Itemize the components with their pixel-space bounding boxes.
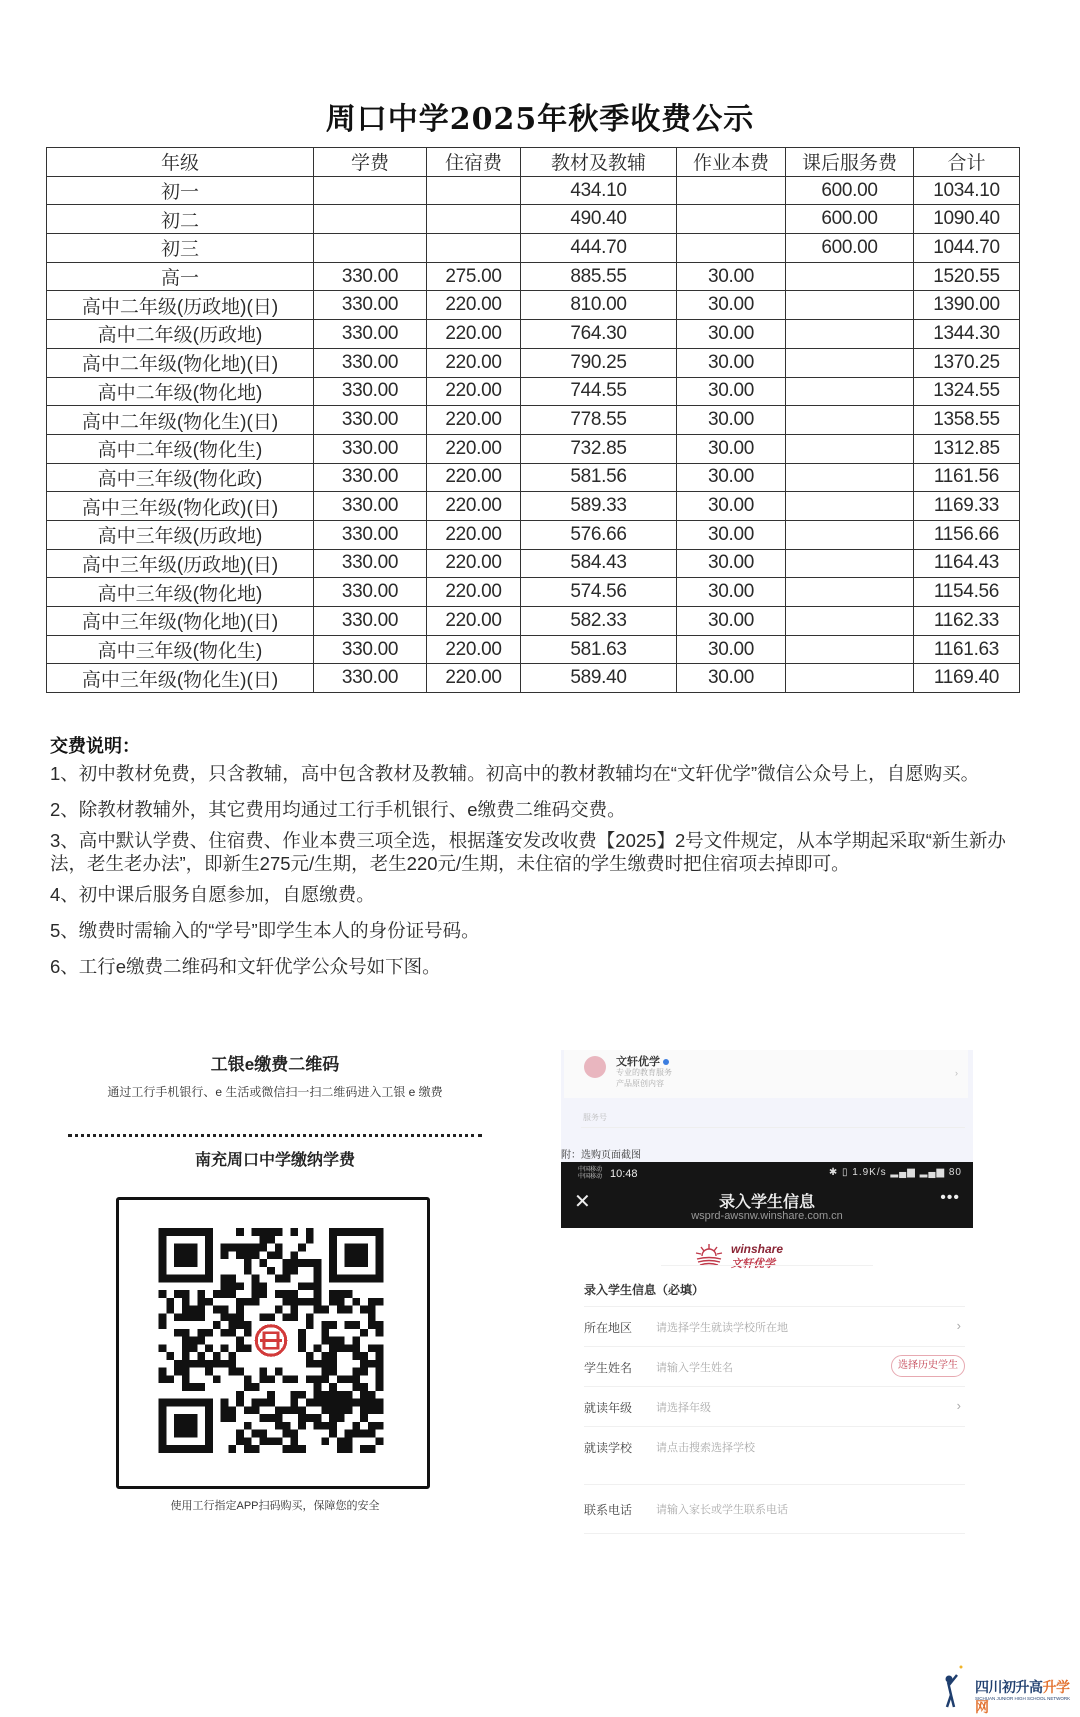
- table-row: [47, 406, 1020, 435]
- cell-grade: 高中二年级(历政地): [47, 320, 314, 349]
- table-row: [47, 377, 1020, 406]
- cell-after-school: [786, 549, 914, 578]
- cell-grade: 高中三年级(物化生): [47, 635, 314, 664]
- status-time: 10:48: [610, 1168, 638, 1180]
- grade-select[interactable]: 请选择年级: [656, 1402, 711, 1414]
- cell-after-school: [786, 291, 914, 320]
- cell-tuition: 330.00: [314, 434, 427, 463]
- cell-dorm: 220.00: [427, 635, 521, 664]
- cell-tuition: 330.00: [314, 348, 427, 377]
- cell-tuition: 330.00: [314, 320, 427, 349]
- cell-textbooks: 732.85: [521, 434, 677, 463]
- cell-workbooks: 30.00: [677, 492, 786, 521]
- note-item: 5、缴费时需输入的“学号”即学生本人的身份证号码。: [50, 920, 480, 941]
- qr-payee: 南充周口中学缴纳学费: [194, 1152, 355, 1169]
- cell-tuition: 330.00: [314, 635, 427, 664]
- cell-workbooks: 30.00: [677, 377, 786, 406]
- table-row: [47, 434, 1020, 463]
- cell-grade: 初三: [47, 234, 314, 263]
- table-row: [47, 176, 1020, 205]
- cell-workbooks: [677, 176, 786, 205]
- cell-dorm: 220.00: [427, 607, 521, 636]
- qr-code[interactable]: [149, 1228, 393, 1453]
- table-row: [47, 635, 1020, 664]
- fee-table-body: [47, 176, 1020, 692]
- cell-total: 1312.85: [914, 434, 1020, 463]
- cell-total: 1390.00: [914, 291, 1020, 320]
- cell-textbooks: 778.55: [521, 406, 677, 435]
- wechat-account-name: 文轩优学: [616, 1056, 660, 1068]
- cell-dorm: 220.00: [427, 549, 521, 578]
- qr-panel: [60, 1050, 490, 1170]
- cell-dorm: 220.00: [427, 377, 521, 406]
- table-row: [47, 262, 1020, 291]
- cell-after-school: [786, 377, 914, 406]
- cell-dorm: 220.00: [427, 520, 521, 549]
- column-header-textbooks: 教材及教辅: [521, 148, 677, 177]
- chevron-right-icon: ›: [956, 1318, 961, 1333]
- note-item: 6、工行e缴费二维码和文轩优学公众号如下图。: [50, 956, 441, 977]
- table-row: [47, 205, 1020, 234]
- cell-total: 1090.40: [914, 205, 1020, 234]
- cell-total: 1162.33: [914, 607, 1020, 636]
- form-row-region[interactable]: [584, 1306, 965, 1347]
- form-row-grade[interactable]: [584, 1386, 965, 1427]
- cell-after-school: [786, 664, 914, 693]
- cell-after-school: [786, 406, 914, 435]
- cell-dorm: 220.00: [427, 406, 521, 435]
- wechat-account-card[interactable]: [564, 1050, 968, 1098]
- wechat-account-desc: 专业的教育服务: [616, 1068, 672, 1077]
- field-label: 学生姓名: [584, 1361, 633, 1375]
- cell-workbooks: 30.00: [677, 320, 786, 349]
- icbc-logo-icon: [253, 1323, 289, 1359]
- cell-grade: 高中三年级(物化政)(日): [47, 492, 314, 521]
- cell-dorm: 220.00: [427, 492, 521, 521]
- school-search-input[interactable]: 请点击搜索选择学校: [656, 1442, 755, 1454]
- watermark-text: 四川初升高升学网: [975, 1679, 1070, 1715]
- more-icon[interactable]: •••: [940, 1189, 960, 1206]
- note-item: 3、高中默认学费、住宿费、作业本费三项全选，根据蓬安发改收费【2025】2号文件规定，从本学期起采取“新生新办法，老生老办法”，即新生275元/生期，老生220元/生期，未住宿的学生缴费时把住宿项去掉即可。: [50, 830, 1006, 874]
- cell-total: 1358.55: [914, 406, 1020, 435]
- cell-total: 1169.33: [914, 492, 1020, 521]
- cell-textbooks: 589.40: [521, 664, 677, 693]
- watermark-subtitle: SICHUAN JUNIOR HIGH SCHOOL NETWORK: [975, 1696, 1071, 1701]
- cell-after-school: [786, 463, 914, 492]
- qr-finder-top-left: [159, 1228, 213, 1282]
- cell-total: 1520.55: [914, 262, 1020, 291]
- form-title: 录入学生信息（必填）: [584, 1283, 705, 1297]
- column-header-total: 合计: [914, 148, 1020, 177]
- field-label: 联系电话: [584, 1503, 633, 1517]
- note-item: 4、初中课后服务自愿参加，自愿缴费。: [50, 884, 375, 905]
- cell-grade: 高中三年级(历政地): [47, 520, 314, 549]
- cell-tuition: 330.00: [314, 578, 427, 607]
- cell-grade: 高中三年级(物化地)(日): [47, 607, 314, 636]
- cell-after-school: [786, 635, 914, 664]
- table-row: [47, 348, 1020, 377]
- field-label: 就读学校: [584, 1441, 633, 1455]
- cell-after-school: [786, 320, 914, 349]
- app-bar-url: wsprd-awsnw.winshare.com.cn: [691, 1210, 843, 1222]
- qr-footer: 使用工行指定APP扫码购买，保障您的安全: [170, 1500, 380, 1512]
- table-row: [47, 607, 1020, 636]
- cell-workbooks: 30.00: [677, 664, 786, 693]
- column-header-workbooks: 作业本费: [677, 148, 786, 177]
- app-bar-title: 录入学生信息: [718, 1194, 815, 1211]
- cell-workbooks: 30.00: [677, 291, 786, 320]
- cell-grade: 高中二年级(物化地)(日): [47, 348, 314, 377]
- carrier-label: 中国移动 中国移动: [578, 1167, 603, 1180]
- table-row: [47, 664, 1020, 693]
- cell-workbooks: 30.00: [677, 406, 786, 435]
- cell-tuition: 330.00: [314, 520, 427, 549]
- payment-notes: [50, 735, 1020, 991]
- cell-dorm: 220.00: [427, 320, 521, 349]
- table-row: [47, 463, 1020, 492]
- cell-textbooks: 444.70: [521, 234, 677, 263]
- cell-workbooks: 30.00: [677, 520, 786, 549]
- cell-grade: 高中二年级(物化地): [47, 377, 314, 406]
- cell-tuition: 330.00: [314, 262, 427, 291]
- cell-dorm: 220.00: [427, 664, 521, 693]
- qr-finder-top-right: [329, 1228, 383, 1282]
- qr-finder-bottom-left: [159, 1399, 213, 1453]
- form-row-phone: [584, 1484, 965, 1534]
- cell-tuition: 330.00: [314, 291, 427, 320]
- table-row: [47, 520, 1020, 549]
- qr-subtitle: 通过工行手机银行、e 生活或微信扫一扫二维码进入工银 e 缴费: [107, 1085, 443, 1099]
- table-row: [47, 234, 1020, 263]
- cell-after-school: 600.00: [786, 234, 914, 263]
- cell-grade: 初一: [47, 176, 314, 205]
- phone-input[interactable]: 请输入家长或学生联系电话: [656, 1504, 788, 1516]
- cell-workbooks: 30.00: [677, 348, 786, 377]
- cell-textbooks: 576.66: [521, 520, 677, 549]
- field-label: 就读年级: [584, 1401, 633, 1415]
- chevron-right-icon: ›: [955, 1068, 958, 1078]
- cell-workbooks: 30.00: [677, 607, 786, 636]
- cell-total: 1154.56: [914, 578, 1020, 607]
- cell-after-school: 600.00: [786, 176, 914, 205]
- verified-icon: [663, 1059, 669, 1065]
- cell-tuition: 330.00: [314, 406, 427, 435]
- status-icons: ✱ ▯ 1.9K/s ▂▄▆ ▂▄▆ 80: [828, 1167, 962, 1178]
- cell-dorm: 275.00: [427, 262, 521, 291]
- page-title: 周口中学2025年秋季收费公示: [325, 102, 755, 137]
- cell-grade: 高中二年级(物化生)(日): [47, 406, 314, 435]
- chevron-right-icon: ›: [956, 1398, 961, 1413]
- cell-workbooks: [677, 205, 786, 234]
- cell-workbooks: 30.00: [677, 463, 786, 492]
- cell-total: 1164.43: [914, 549, 1020, 578]
- column-header-tuition: 学费: [314, 148, 427, 177]
- wechat-account-type: 服务号: [583, 1113, 607, 1122]
- app-bar: [561, 1162, 973, 1228]
- cell-total: 1161.56: [914, 463, 1020, 492]
- cell-textbooks: 790.25: [521, 348, 677, 377]
- table-row: [47, 492, 1020, 521]
- cell-tuition: [314, 234, 427, 263]
- cell-workbooks: 30.00: [677, 434, 786, 463]
- cell-workbooks: 30.00: [677, 578, 786, 607]
- cell-total: 1034.10: [914, 176, 1020, 205]
- cell-total: 1044.70: [914, 234, 1020, 263]
- region-input[interactable]: 请选择学生就读学校所在地: [656, 1322, 788, 1334]
- cell-after-school: 600.00: [786, 205, 914, 234]
- moon-child-logo-icon: [927, 1657, 975, 1713]
- table-header-row: [47, 148, 1020, 177]
- cell-workbooks: [677, 234, 786, 263]
- cell-total: 1344.30: [914, 320, 1020, 349]
- table-row: [47, 578, 1020, 607]
- cell-grade: 高中三年级(物化政): [47, 463, 314, 492]
- qr-title: 工银e缴费二维码: [210, 1055, 340, 1074]
- cell-grade: 初二: [47, 205, 314, 234]
- cell-dorm: 220.00: [427, 463, 521, 492]
- cell-tuition: [314, 176, 427, 205]
- cell-grade: 高中三年级(历政地)(日): [47, 549, 314, 578]
- cell-tuition: 330.00: [314, 463, 427, 492]
- column-header-grade: 年级: [47, 148, 314, 177]
- cell-grade: 高中三年级(物化地): [47, 578, 314, 607]
- cell-dorm: [427, 234, 521, 263]
- table-row: [47, 291, 1020, 320]
- cell-textbooks: 584.43: [521, 549, 677, 578]
- cell-workbooks: 30.00: [677, 549, 786, 578]
- cell-textbooks: 434.10: [521, 176, 677, 205]
- cell-tuition: 330.00: [314, 664, 427, 693]
- brand-cn: 文轩优学: [731, 1258, 775, 1270]
- cell-grade: 高一: [47, 262, 314, 291]
- column-header-dorm: 住宿费: [427, 148, 521, 177]
- close-icon[interactable]: ✕: [574, 1191, 591, 1213]
- cell-total: 1156.66: [914, 520, 1020, 549]
- cell-textbooks: 744.55: [521, 377, 677, 406]
- cell-grade: 高中二年级(历政地)(日): [47, 291, 314, 320]
- note-item: 1、初中教材免费，只含教辅，高中包含教材及教辅。初高中的教材教辅均在“文轩优学”微信公众号上，自愿购买。: [50, 763, 980, 784]
- cell-textbooks: 810.00: [521, 291, 677, 320]
- cell-textbooks: 574.56: [521, 578, 677, 607]
- cell-textbooks: 885.55: [521, 262, 677, 291]
- cell-after-school: [786, 520, 914, 549]
- cell-grade: 高中三年级(物化生)(日): [47, 664, 314, 693]
- form-row-school[interactable]: [584, 1426, 965, 1485]
- student-name-input[interactable]: 请输入学生姓名: [656, 1362, 733, 1374]
- notes-heading: 交费说明：: [50, 736, 140, 756]
- site-watermark: [925, 1655, 1080, 1716]
- cell-dorm: 220.00: [427, 434, 521, 463]
- cell-dorm: 220.00: [427, 291, 521, 320]
- cell-grade: 高中二年级(物化生): [47, 434, 314, 463]
- cell-after-school: [786, 434, 914, 463]
- cell-total: 1370.25: [914, 348, 1020, 377]
- cell-dorm: 220.00: [427, 348, 521, 377]
- cell-textbooks: 582.33: [521, 607, 677, 636]
- table-row: [47, 320, 1020, 349]
- fee-table: [46, 147, 1020, 693]
- wechat-account-desc: 产品原创内容: [616, 1079, 664, 1088]
- select-history-student-button[interactable]: 选择历史学生: [891, 1355, 965, 1377]
- cell-tuition: [314, 205, 427, 234]
- brand-en: winshare: [731, 1242, 784, 1256]
- column-header-after-school: 课后服务费: [786, 148, 914, 177]
- cell-after-school: [786, 262, 914, 291]
- cell-after-school: [786, 578, 914, 607]
- note-item: 2、除教材教辅外，其它费用均通过工行手机银行、e缴费二维码交费。: [50, 799, 626, 820]
- cell-total: 1169.40: [914, 664, 1020, 693]
- attach-label: 附：选购页面截图: [561, 1150, 641, 1161]
- field-label: 所在地区: [584, 1321, 633, 1335]
- dashed-divider: [68, 1134, 482, 1137]
- cell-workbooks: 30.00: [677, 635, 786, 664]
- form-row-student-name: [584, 1346, 965, 1387]
- wechat-account-logo-icon: [584, 1056, 606, 1078]
- cell-tuition: 330.00: [314, 607, 427, 636]
- cell-after-school: [786, 348, 914, 377]
- cell-textbooks: 581.63: [521, 635, 677, 664]
- cell-dorm: [427, 205, 521, 234]
- cell-textbooks: 764.30: [521, 320, 677, 349]
- cell-after-school: [786, 492, 914, 521]
- cell-dorm: 220.00: [427, 578, 521, 607]
- phone-screenshot: [561, 1050, 973, 1600]
- cell-tuition: 330.00: [314, 492, 427, 521]
- divider: [661, 1265, 873, 1266]
- cell-dorm: [427, 176, 521, 205]
- cell-textbooks: 589.33: [521, 492, 677, 521]
- cell-tuition: 330.00: [314, 549, 427, 578]
- student-info-form: [561, 1228, 973, 1600]
- divider: [581, 1127, 965, 1128]
- table-row: [47, 549, 1020, 578]
- cell-textbooks: 490.40: [521, 205, 677, 234]
- cell-workbooks: 30.00: [677, 262, 786, 291]
- cell-total: 1324.55: [914, 377, 1020, 406]
- winshare-logo: [691, 1238, 841, 1272]
- cell-textbooks: 581.56: [521, 463, 677, 492]
- cell-after-school: [786, 607, 914, 636]
- cell-total: 1161.63: [914, 635, 1020, 664]
- cell-tuition: 330.00: [314, 377, 427, 406]
